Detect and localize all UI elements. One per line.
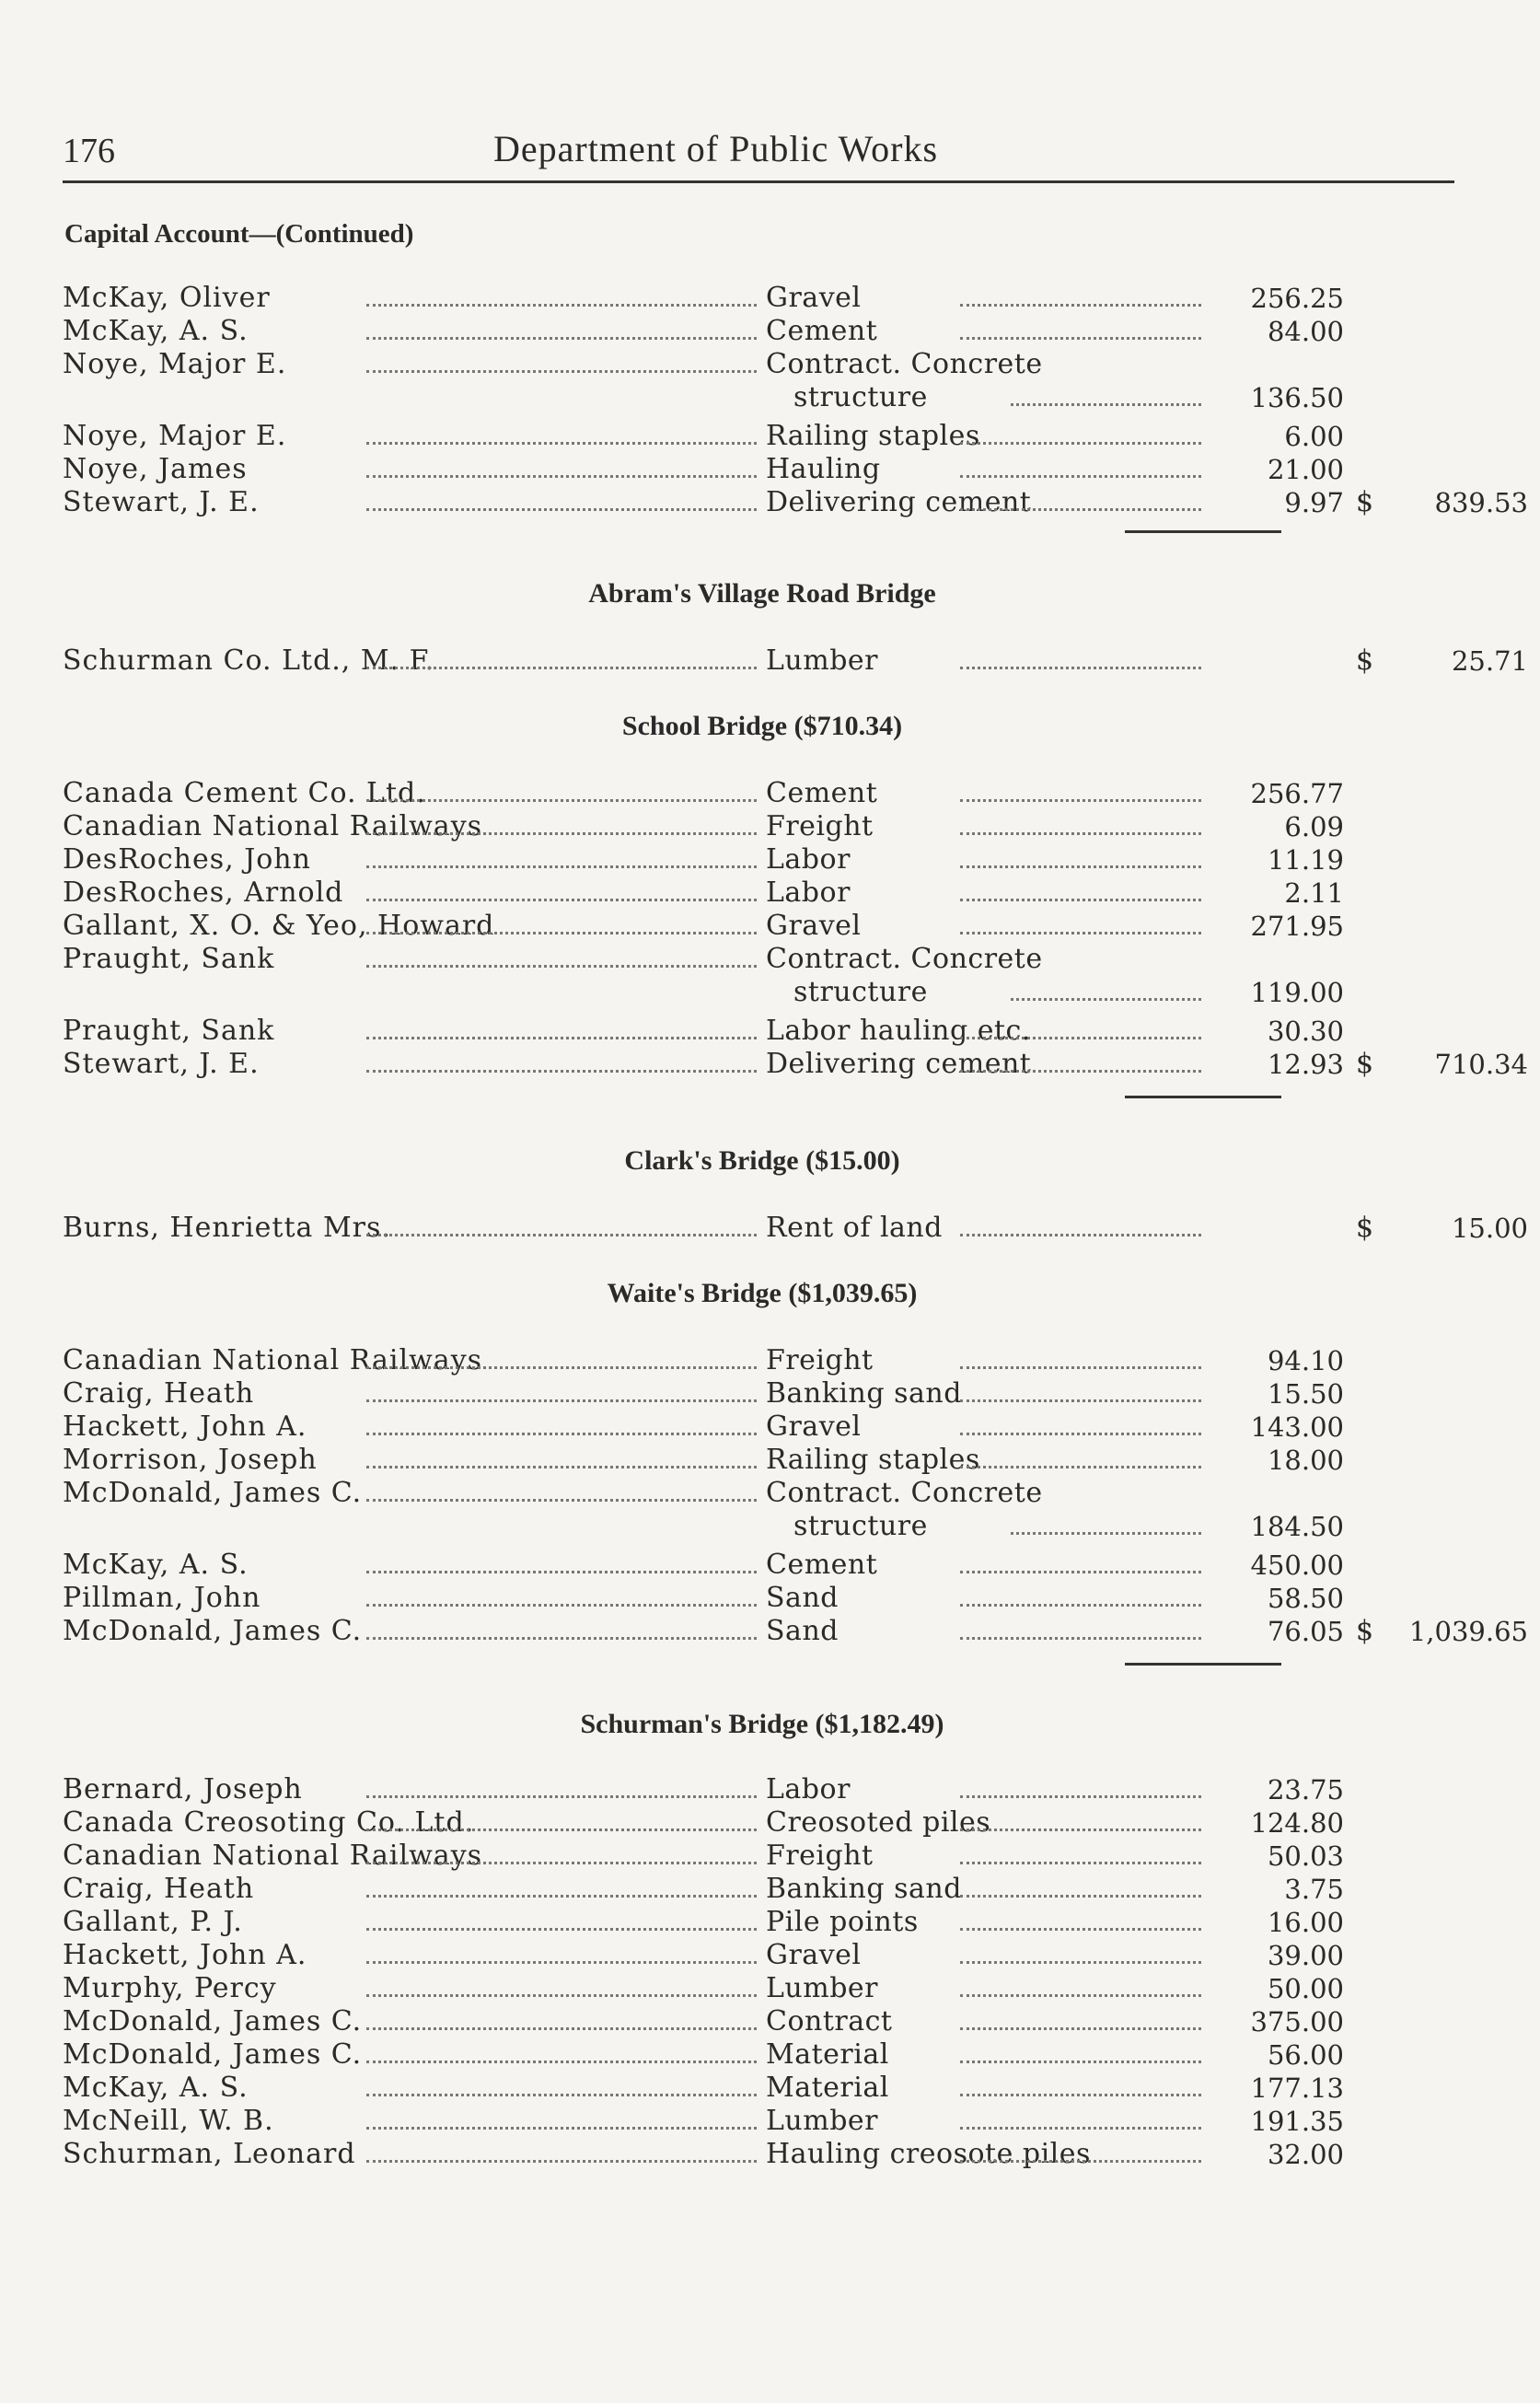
ledger-row (63, 420, 1462, 453)
section-total: 15.00 (1451, 1213, 1528, 1244)
payee-name: Murphy, Percy (63, 1972, 277, 2004)
amount-value: 136.50 (1250, 382, 1344, 413)
ledger-row (63, 348, 1462, 381)
dot-leader (366, 1615, 757, 1648)
dot-leader (960, 1773, 1201, 1806)
dot-leader (960, 1582, 1201, 1615)
dot-leader (960, 1377, 1201, 1410)
amount-value: 15.50 (1267, 1378, 1344, 1410)
ledger-row (63, 2072, 1462, 2105)
continued-heading: Capital Account—(Continued) (64, 219, 414, 249)
amount-value: 256.25 (1250, 283, 1344, 314)
dot-leader (366, 876, 757, 910)
payee-name: Hackett, John A. (63, 1410, 307, 1443)
payee-name: Canada Creosoting Co. Ltd. (63, 1806, 475, 1839)
ledger-row (63, 777, 1462, 810)
page-header (63, 122, 1454, 177)
payee-name: Hackett, John A. (63, 1939, 307, 1971)
dot-leader (366, 453, 757, 486)
dot-leader (366, 1906, 757, 1939)
ledger-row (63, 1615, 1528, 1648)
ledger-row (63, 453, 1462, 486)
ledger-row (63, 1873, 1462, 1906)
amount-value: 6.09 (1284, 811, 1344, 842)
item-description: Banking sand (766, 1873, 962, 1905)
item-description: Pile points (766, 1906, 919, 1938)
payee-name: McDonald, James C. (63, 2038, 363, 2071)
ledger-row (63, 1410, 1462, 1444)
ledger-row (63, 943, 1462, 976)
section-total: 710.34 (1434, 1049, 1528, 1080)
dot-leader (960, 1939, 1201, 1972)
item-description-continued: structure (793, 976, 928, 1008)
dot-leader (366, 1840, 757, 1873)
dot-leader (366, 315, 757, 348)
ledger-row (63, 1344, 1462, 1377)
payee-name: Schurman, Leonard (63, 2138, 356, 2170)
ledger-row (63, 1015, 1462, 1048)
ledger-row (63, 1840, 1462, 1873)
dot-leader (366, 1015, 757, 1048)
dot-leader (366, 1344, 757, 1377)
dot-leader (366, 2072, 757, 2105)
dot-leader (366, 810, 757, 843)
dot-leader (960, 1615, 1201, 1648)
item-description: Cement (766, 315, 878, 347)
dot-leader (1011, 381, 1201, 414)
dot-leader (366, 1212, 757, 1245)
ledger-row (63, 2005, 1462, 2038)
payee-name: Praught, Sank (63, 1015, 275, 1047)
item-description: Hauling (766, 453, 881, 485)
dot-leader (366, 348, 757, 381)
amount-value: 3.75 (1284, 1874, 1344, 1905)
dot-leader (366, 1444, 757, 1477)
dot-leader (960, 2005, 1201, 2038)
amount-value: 30.30 (1267, 1016, 1344, 1047)
item-description: Sand (766, 1582, 839, 1614)
payee-name: Noye, Major E. (63, 420, 287, 452)
dot-leader (366, 1477, 757, 1510)
amount-value: 143.00 (1250, 1411, 1344, 1443)
amount-value: 39.00 (1267, 1940, 1344, 1971)
payee-name: Noye, Major E. (63, 348, 287, 380)
ledger-row (63, 1806, 1462, 1840)
dot-leader (960, 315, 1201, 348)
item-description: Lumber (766, 644, 878, 677)
item-description: Labor (766, 876, 851, 909)
payee-name: DesRoches, Arnold (63, 876, 344, 909)
dot-leader (366, 2105, 757, 2138)
amount-value: 56.00 (1267, 2039, 1344, 2071)
payee-name: DesRoches, John (63, 843, 311, 876)
section-total: 1,039.65 (1408, 1616, 1528, 1647)
item-description: Cement (766, 777, 878, 809)
amount-value: 18.00 (1267, 1445, 1344, 1476)
dot-leader (366, 843, 757, 876)
item-description: Contract. Concrete (766, 348, 1043, 380)
payee-name: McDonald, James C. (63, 1477, 363, 1509)
amount-value: 84.00 (1267, 316, 1344, 347)
dot-leader (960, 876, 1201, 910)
item-description: Lumber (766, 1972, 878, 2004)
payee-name: McDonald, James C. (63, 2005, 363, 2037)
item-description: Labor hauling etc. (766, 1015, 1031, 1047)
dot-leader (960, 2138, 1201, 2171)
dot-leader (366, 1773, 757, 1806)
item-description: Labor (766, 843, 851, 876)
ledger-row-continuation (63, 1510, 1462, 1543)
ledger-row (63, 1477, 1462, 1510)
ledger-row (63, 1212, 1528, 1245)
amount-value: 191.35 (1250, 2106, 1344, 2137)
payee-name: McNeill, W. B. (63, 2105, 274, 2137)
payee-name: Canadian National Railways (63, 1840, 483, 1872)
payee-name: Noye, James (63, 453, 248, 485)
dot-leader (366, 1377, 757, 1410)
amount-value: 50.03 (1267, 1840, 1344, 1872)
dot-leader (960, 1212, 1201, 1245)
dot-leader (366, 1549, 757, 1582)
amount-value: 12.93 (1267, 1049, 1344, 1080)
dot-leader (366, 777, 757, 810)
dollar-sign: $ (1356, 1212, 1374, 1244)
item-description: Material (766, 2072, 889, 2104)
ledger-row (63, 1972, 1462, 2005)
amount-value: 6.00 (1284, 421, 1344, 452)
ledger-row (63, 2038, 1462, 2072)
item-description: Banking sand (766, 1377, 962, 1410)
amount-value: 76.05 (1267, 1616, 1344, 1647)
dot-leader (960, 1972, 1201, 2005)
item-description-continued: structure (793, 381, 928, 413)
dot-leader (366, 2005, 757, 2038)
item-description: Labor (766, 1773, 851, 1805)
item-description: Gravel (766, 1939, 862, 1971)
section-total: 839.53 (1434, 487, 1528, 518)
item-description: Contract (766, 2005, 893, 2037)
ledger-row (63, 1444, 1462, 1477)
dot-leader (960, 2105, 1201, 2138)
amount-value: 16.00 (1267, 1907, 1344, 1938)
dollar-sign: $ (1356, 1615, 1374, 1647)
payee-name: McKay, A. S. (63, 2072, 249, 2104)
dot-leader (960, 1873, 1201, 1906)
dot-leader (366, 1972, 757, 2005)
running-title: Department of Public Works (493, 128, 939, 169)
dot-leader (960, 1410, 1201, 1444)
dot-leader (960, 1444, 1201, 1477)
dot-leader (960, 2038, 1201, 2072)
ledger-row (63, 1549, 1462, 1582)
payee-name: McKay, Oliver (63, 282, 271, 314)
dot-leader (366, 1873, 757, 1906)
payee-name: Schurman Co. Ltd., M. F. (63, 644, 435, 677)
item-description: Contract. Concrete (766, 943, 1043, 975)
amount-value: 23.75 (1267, 1774, 1344, 1805)
amount-value: 375.00 (1250, 2006, 1344, 2037)
section-title: Waite's Bridge ($1,039.65) (607, 1278, 918, 1308)
item-description: Rent of land (766, 1212, 943, 1244)
dot-leader (366, 1939, 757, 1972)
sum-rule (1125, 530, 1281, 533)
ledger-row (63, 282, 1462, 315)
ledger-row (63, 1377, 1462, 1410)
dot-leader (960, 453, 1201, 486)
item-description: Gravel (766, 1410, 862, 1443)
ledger-row (63, 876, 1462, 910)
item-description: Delivering cement (766, 486, 1032, 518)
amount-value: 256.77 (1250, 778, 1344, 809)
page-number: 176 (63, 132, 115, 170)
payee-name: Morrison, Joseph (63, 1444, 318, 1476)
dot-leader (960, 777, 1201, 810)
payee-name: Burns, Henrietta Mrs. (63, 1212, 391, 1244)
dot-leader (960, 1015, 1201, 1048)
payee-name: Gallant, P. J. (63, 1906, 243, 1938)
amount-value: 11.19 (1267, 844, 1344, 876)
amount-value: 124.80 (1250, 1807, 1344, 1839)
sum-rule (1125, 1096, 1281, 1098)
ledger-row (63, 1582, 1462, 1615)
item-description: Railing staples (766, 420, 980, 452)
amount-value: 177.13 (1250, 2072, 1344, 2104)
dot-leader (960, 1549, 1201, 1582)
item-description: Material (766, 2038, 889, 2071)
payee-name: Stewart, J. E. (63, 1048, 260, 1080)
ledger-row-continuation (63, 976, 1462, 1009)
dot-leader (366, 2138, 757, 2171)
amount-value: 32.00 (1267, 2139, 1344, 2170)
section-title: School Bridge ($710.34) (621, 711, 903, 741)
ledger-row (63, 810, 1462, 843)
item-description: Gravel (766, 910, 862, 942)
payee-name: McDonald, James C. (63, 1615, 363, 1647)
item-description: Sand (766, 1615, 839, 1647)
item-description: Delivering cement (766, 1048, 1032, 1080)
dollar-sign: $ (1356, 1048, 1374, 1080)
item-description-continued: structure (793, 1510, 928, 1542)
dot-leader (960, 1840, 1201, 1873)
dot-leader (960, 810, 1201, 843)
dot-leader (960, 2072, 1201, 2105)
payee-name: McKay, A. S. (63, 1549, 249, 1581)
dot-leader (1011, 976, 1201, 1009)
amount-value: 58.50 (1267, 1583, 1344, 1614)
ledger-row-continuation (63, 381, 1462, 414)
dot-leader (366, 420, 757, 453)
amount-value: 119.00 (1250, 977, 1344, 1008)
dot-leader (960, 1906, 1201, 1939)
dot-leader (366, 1410, 757, 1444)
sum-rule (1125, 1663, 1281, 1666)
payee-name: Canadian National Railways (63, 810, 483, 842)
ledger-row (63, 910, 1462, 943)
payee-name: Canada Cement Co. Ltd. (63, 777, 426, 809)
ledger-row (63, 843, 1462, 876)
dot-leader (960, 1344, 1201, 1377)
item-description: Freight (766, 1840, 874, 1872)
header-rule (63, 180, 1454, 183)
amount-value: 94.10 (1267, 1345, 1344, 1376)
dollar-sign: $ (1356, 644, 1374, 677)
dot-leader (960, 843, 1201, 876)
item-description: Creosoted piles (766, 1806, 991, 1839)
dollar-sign: $ (1356, 486, 1374, 518)
amount-value: 21.00 (1267, 454, 1344, 485)
payee-name: Canadian National Railways (63, 1344, 483, 1376)
amount-value: 450.00 (1250, 1550, 1344, 1581)
item-description: Contract. Concrete (766, 1477, 1043, 1509)
amount-value: 50.00 (1267, 1973, 1344, 2004)
dot-leader (960, 420, 1201, 453)
payee-name: Stewart, J. E. (63, 486, 260, 518)
payee-name: Craig, Heath (63, 1377, 255, 1410)
dot-leader (366, 1048, 757, 1081)
dot-leader (960, 1048, 1201, 1081)
section-title: Abram's Village Road Bridge (588, 578, 936, 609)
amount-value: 271.95 (1250, 911, 1344, 942)
dot-leader (960, 486, 1201, 519)
dot-leader (366, 1582, 757, 1615)
dot-leader (366, 943, 757, 976)
dot-leader (366, 282, 757, 315)
payee-name: Pillman, John (63, 1582, 261, 1614)
section-title: Schurman's Bridge ($1,182.49) (580, 1709, 944, 1739)
section-title: Clark's Bridge ($15.00) (624, 1145, 900, 1176)
section-total: 25.71 (1451, 645, 1528, 677)
payee-name: Praught, Sank (63, 943, 275, 975)
payee-name: Craig, Heath (63, 1873, 255, 1905)
payee-name: McKay, A. S. (63, 315, 249, 347)
dot-leader (960, 1806, 1201, 1840)
item-description: Railing staples (766, 1444, 980, 1476)
ledger-row (63, 2105, 1462, 2138)
payee-name: Bernard, Joseph (63, 1773, 303, 1805)
item-description: Lumber (766, 2105, 878, 2137)
dot-leader (366, 2038, 757, 2072)
amount-value: 184.50 (1250, 1511, 1344, 1542)
ledger-row (63, 1048, 1528, 1081)
item-description: Freight (766, 810, 874, 842)
dot-leader (366, 910, 757, 943)
payee-name: Gallant, X. O. & Yeo, Howard (63, 910, 495, 942)
dot-leader (366, 486, 757, 519)
item-description: Cement (766, 1549, 878, 1581)
ledger-row (63, 644, 1528, 678)
dot-leader (960, 644, 1201, 678)
ledger-row (63, 1773, 1462, 1806)
dot-leader (960, 910, 1201, 943)
item-description: Freight (766, 1344, 874, 1376)
amount-value: 9.97 (1284, 487, 1344, 518)
dot-leader (366, 644, 757, 678)
ledger-row (63, 1939, 1462, 1972)
amount-value: 2.11 (1284, 877, 1344, 909)
dot-leader (1011, 1510, 1201, 1543)
item-description: Hauling creosote piles (766, 2138, 1091, 2170)
ledger-row (63, 1906, 1462, 1939)
dot-leader (366, 1806, 757, 1840)
item-description: Gravel (766, 282, 862, 314)
ledger-row (63, 315, 1462, 348)
dot-leader (960, 282, 1201, 315)
ledger-row (63, 2138, 1462, 2171)
ledger-row (63, 486, 1528, 519)
